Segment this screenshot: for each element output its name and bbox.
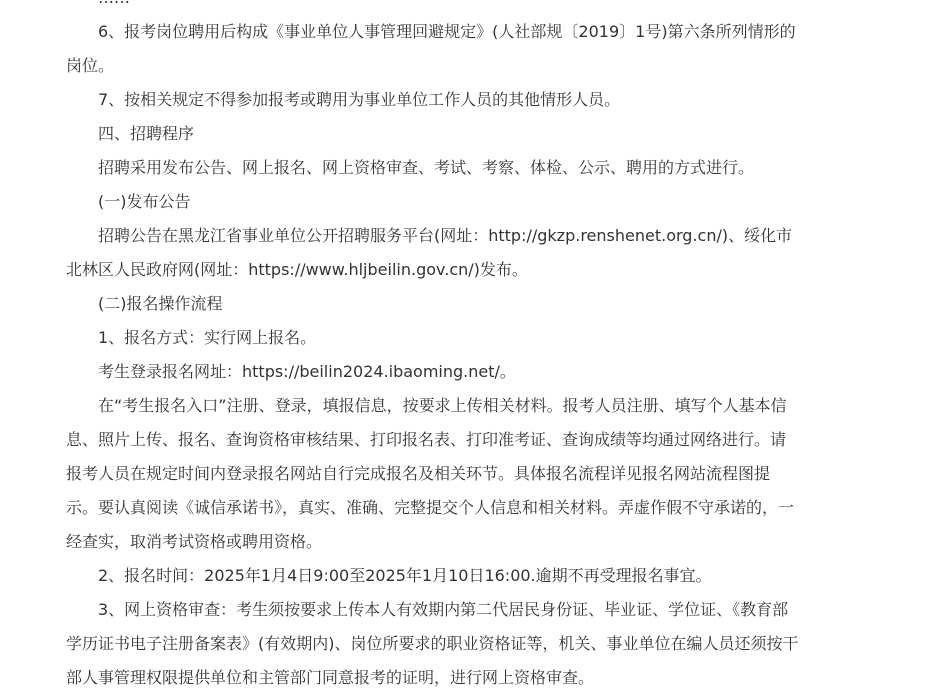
paragraph-condition-6: 6、报考岗位聘用后构成《事业单位人事管理回避规定》(人社部规〔2019〕1号)第六条所列情形的岗位。: [66, 22, 796, 75]
paragraph-registration-url: 考生登录报名网址：https://beilin2024.ibaoming.net/。: [98, 362, 516, 381]
paragraph-registration-details: 在“考生报名入口”注册、登录，填报信息，按要求上传相关材料。报考人员注册、填写个人基本信息、照片上传、报名、查询资格审核结果、打印报名表、打印准考证、查询成绩等均通过网络进行。请报考人员在规定时间内登录报名网站自行完成报名及相关环节。具体报名流程详见报名网站流程图提示。要认真阅读《诚信承诺书》，真实、准确、完整提交个人信息和相关材料。弄虚作假不守承诺的，一经查实，取消考试资格或聘用资格。: [66, 396, 795, 551]
paragraph-registration-time: 2、报名时间：2025年1月4日9:00至2025年1月10日16:00.逾期不再受理报名事宜。: [98, 566, 712, 585]
paragraph-truncated-top: [0, 0, 930, 15]
paragraph-announcement-sites: 招聘公告在黑龙江省事业单位公开招聘服务平台(网址：http://gkzp.renshenet.org.cn/)、绥化市北林区人民政府网(网址：https://www.hljbeilin.gov.cn/)发布。: [66, 226, 793, 279]
paragraph-procedure-overview: 招聘采用发布公告、网上报名、网上资格审查、考试、考察、体检、公示、聘用的方式进行。: [98, 158, 755, 177]
paragraph-online-review: 3、网上资格审查：考生须按要求上传本人有效期内第二代居民身份证、毕业证、学位证、《教育部学历证书电子注册备案表》(有效期内)、岗位所要求的职业资格证等，机关、事业单位在编人员还须按干部人事管理权限提供单位和主管部门同意报考的证明，进行网上资格审查。: [66, 600, 799, 687]
paragraph-registration-method: 1、报名方式：实行网上报名。: [98, 328, 317, 347]
subsection-heading-announcement: (一)发布公告: [98, 192, 191, 211]
subsection-heading-registration: (二)报名操作流程: [98, 294, 223, 313]
paragraph-condition-7: 7、按相关规定不得参加报考或聘用为事业单位工作人员的其他情形人员。: [98, 90, 621, 109]
section-heading-procedure: 四、招聘程序: [98, 124, 195, 143]
